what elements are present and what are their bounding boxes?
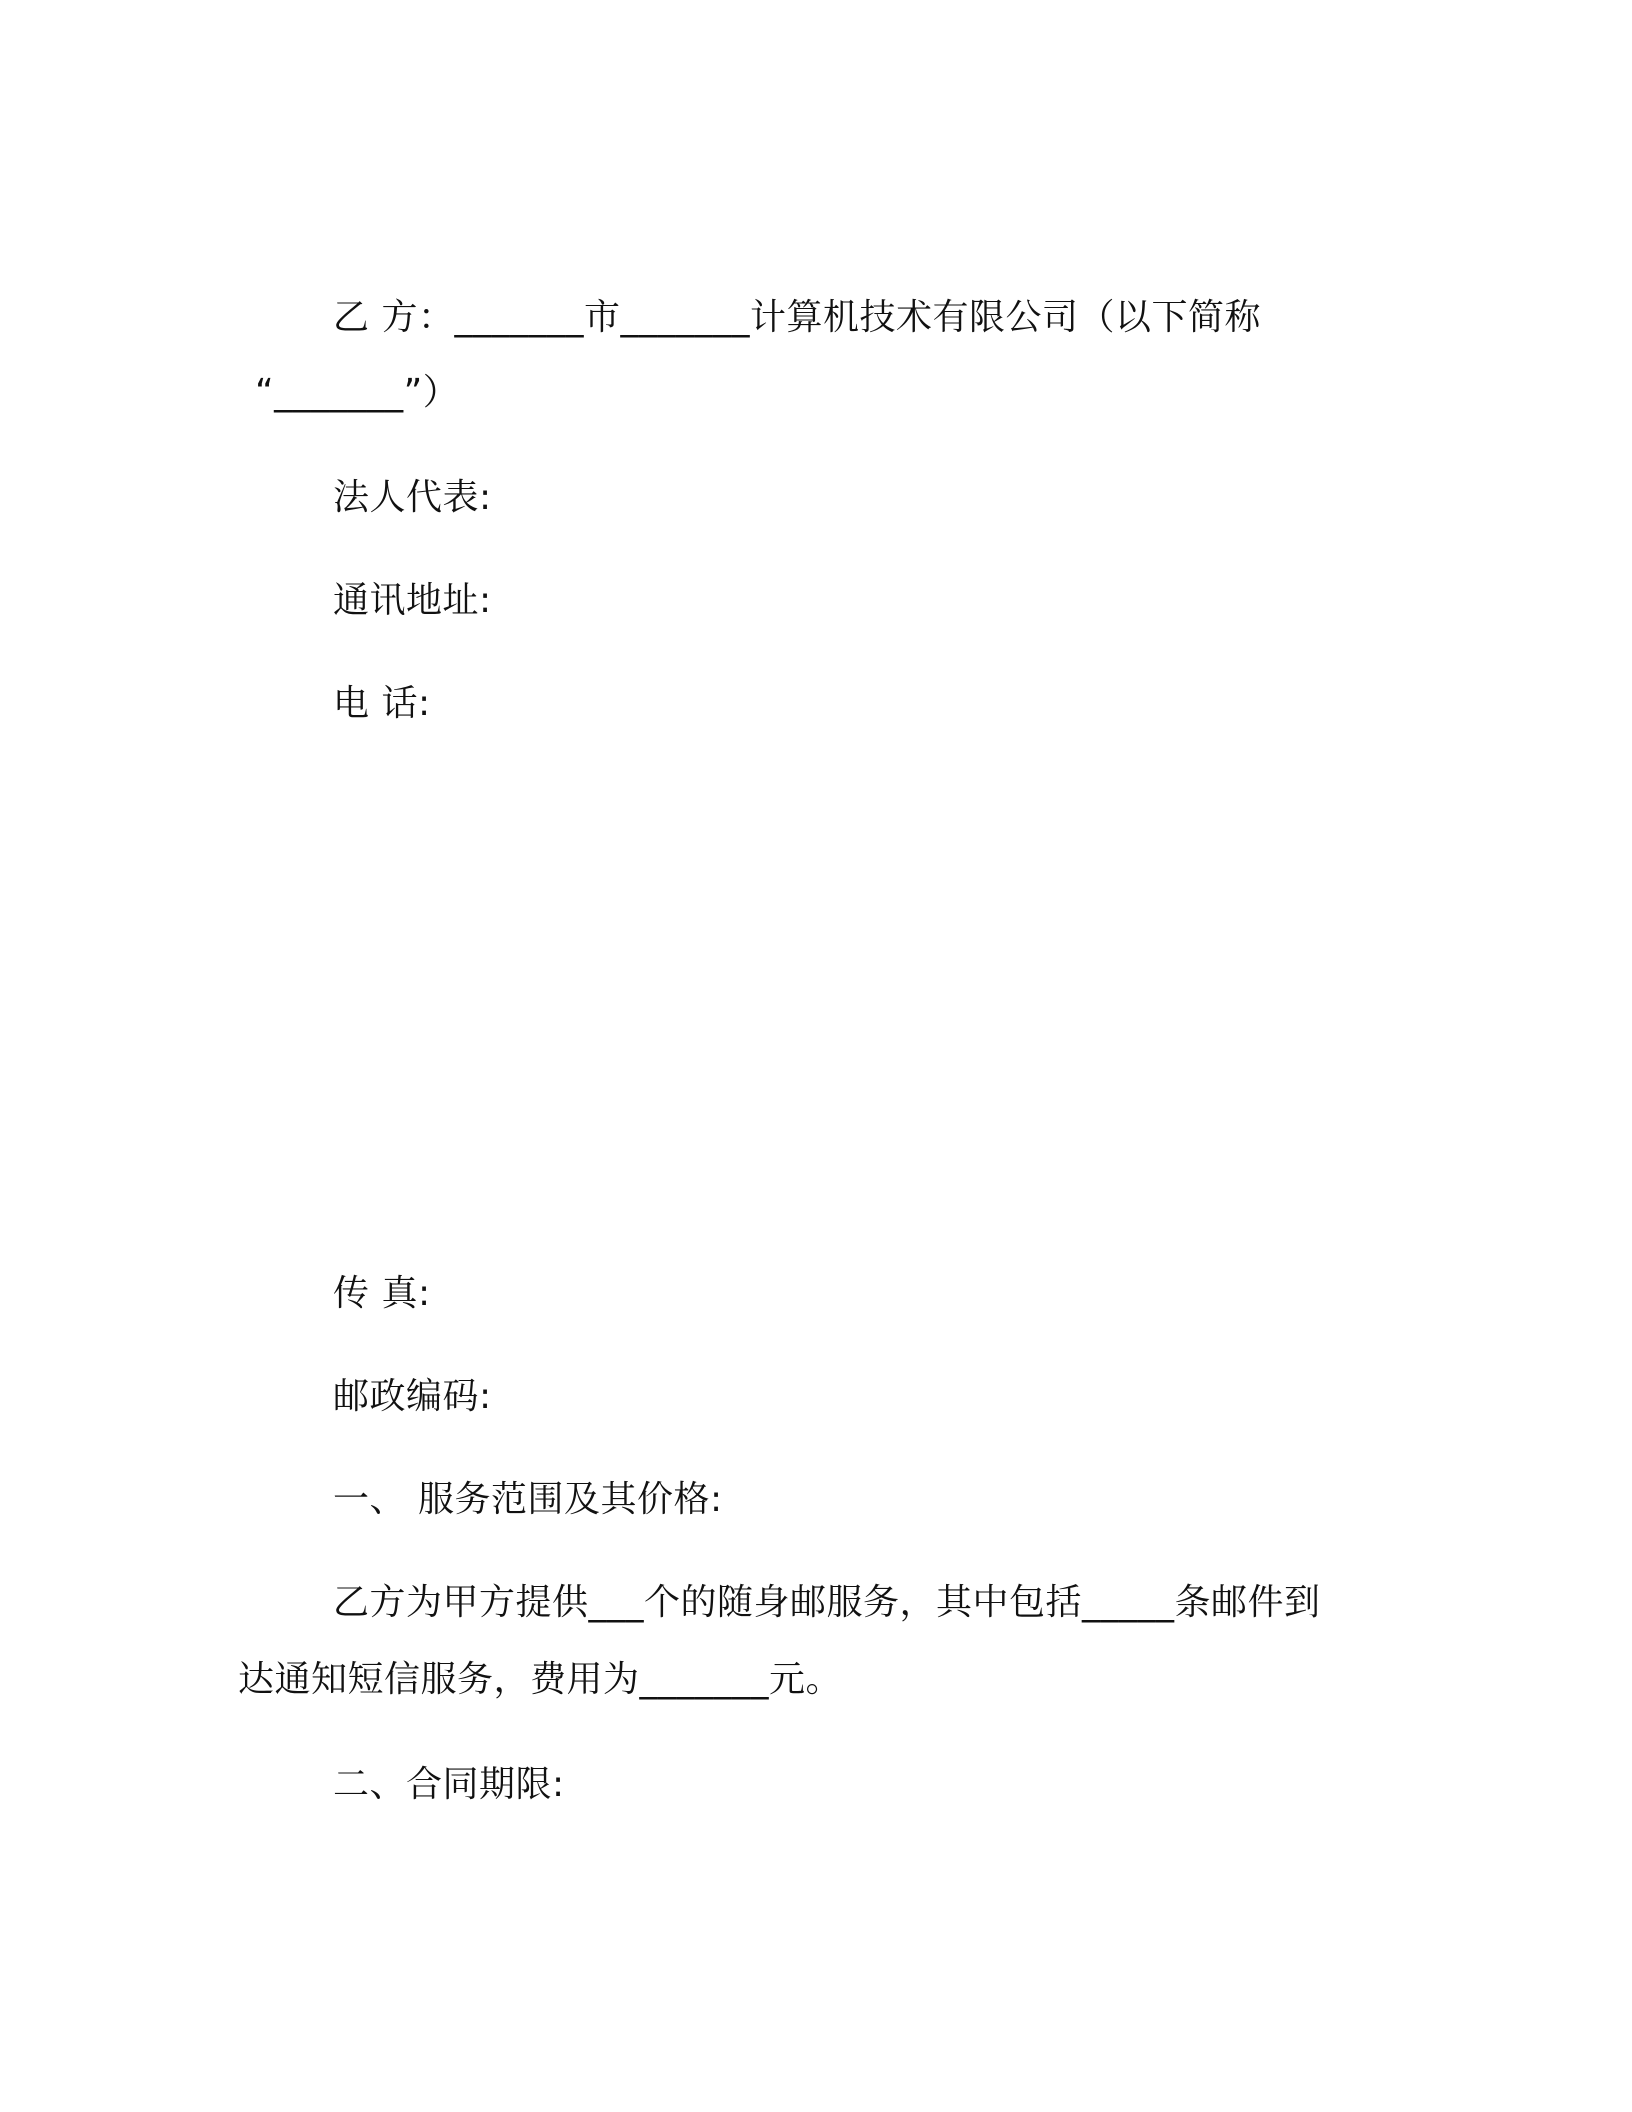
party-b-line-1: 乙 方：_______市_______计算机技术有限公司（以下简称 — [333, 297, 1261, 338]
section-1-paragraph-line-2: 达通知短信服务，费用为_______元。 — [238, 1659, 843, 1700]
section-1-heading: 一、 服务范围及其价格: — [333, 1479, 723, 1520]
fax-label: 传 真: — [333, 1273, 431, 1314]
legal-representative-label: 法人代表: — [333, 477, 492, 518]
section-1-paragraph-line-1: 乙方为甲方提供___个的随身邮服务，其中包括_____条邮件到 — [333, 1582, 1321, 1623]
party-b-line-2: “_______”） — [255, 372, 460, 413]
address-label: 通讯地址: — [333, 580, 492, 621]
postal-code-label: 邮政编码: — [333, 1376, 492, 1417]
section-2-heading: 二、合同期限: — [333, 1764, 565, 1805]
phone-label: 电 话: — [333, 683, 431, 724]
